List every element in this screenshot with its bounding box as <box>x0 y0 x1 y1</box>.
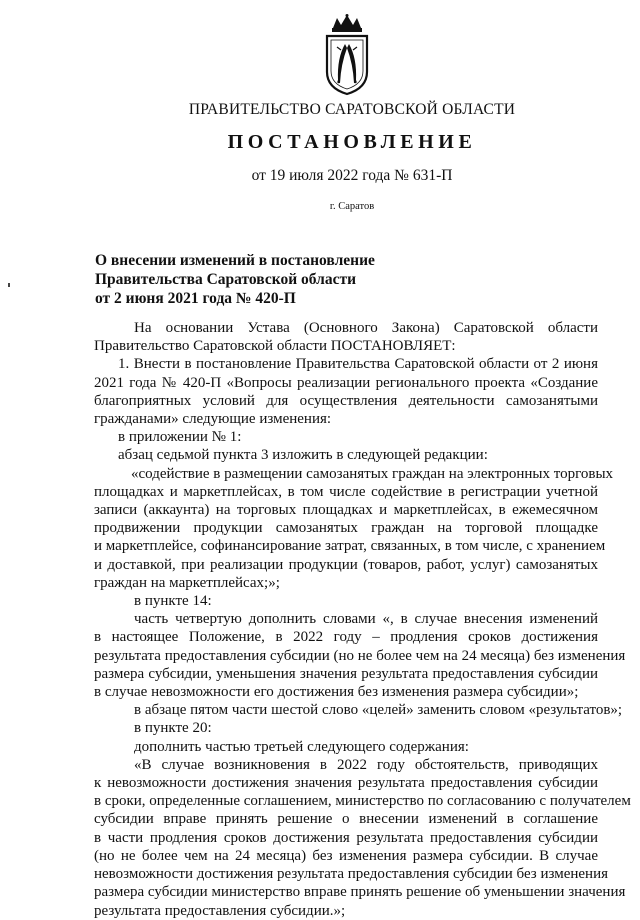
body-line: (но не более чем на 24 месяца) без изменения размера субсидии. В случае <box>94 847 598 864</box>
subject-line: О внесении изменений в постановление <box>95 252 375 269</box>
body-line: размера субсидии министерство вправе принять решение об уменьшении значения <box>94 884 626 901</box>
body-line: невозможности достижения результата предоставления субсидии без изменения <box>94 866 608 883</box>
body-line: абзац седьмой пункта 3 изложить в следующей редакции: <box>118 447 488 464</box>
body-line: часть четвертую дополнить словами «, в случае внесения изменений <box>134 611 598 628</box>
body-line: «содействие в размещении самозанятых граждан на электронных торговых <box>131 465 614 482</box>
body-line: и доставкой, при реализации продукции (товаров, работ, услуг) самозанятых <box>94 556 598 573</box>
subject-line: Правительства Саратовской области <box>95 271 356 288</box>
body-line: На основании Устава (Основного Закона) Саратовской области <box>134 320 598 336</box>
body-line: в пункте 14: <box>134 593 212 610</box>
scan-mark <box>8 283 10 287</box>
body-line: 2021 года № 420-П «Вопросы реализации регионального проекта «Создание <box>94 374 598 391</box>
document-subject <box>95 251 375 308</box>
body-line: в абзаце пятом части шестой слово «целей» заменить словом «результатов»; <box>134 702 623 719</box>
document-date-number: от 19 июля 2022 года № 631-П <box>251 167 453 184</box>
body-line: благоприятных условий для осуществления деятельности самозанятыми <box>94 392 598 409</box>
body-line: 1. Внести в постановление Правительства Саратовской области от 2 июня <box>118 356 598 373</box>
document-body <box>94 319 631 920</box>
body-line: «В случае возникновения в 2022 году обстоятельств, приводящих <box>134 756 598 773</box>
body-line: Правительство Саратовской области ПОСТАНОВЛЯЕТ: <box>94 338 456 355</box>
body-line: в настоящее Положение, в 2022 году – продления сроков достижения <box>94 629 598 646</box>
body-line: дополнить частью третьей следующего содержания: <box>134 738 469 755</box>
body-line: гражданами» следующие изменения: <box>94 411 332 428</box>
body-line: записи (аккаунта) на торговых площадках и маркетплейсах, в ежемесячном <box>94 502 598 519</box>
body-line: результата предоставления субсидии (но не более чем на 24 месяца) без изменения <box>94 647 626 664</box>
body-line: к невозможности достижения значения результата предоставления субсидии <box>94 775 598 792</box>
body-line: продвижении продукции самозанятых граждан на торговой площадке <box>94 520 598 537</box>
body-line: граждан на маркетплейсах;»; <box>94 574 280 591</box>
saratov-coat-of-arms-icon <box>319 14 375 96</box>
body-line: в пункте 20: <box>134 720 212 737</box>
body-line: и маркетплейсе, софинансирование затрат, связанных, в том числе, с хранением <box>94 538 606 555</box>
body-line: площадках и маркетплейсах, в том числе содействие в регистрации учетной <box>94 483 598 500</box>
body-line: размера субсидии, уменьшения значения результата предоставления субсидии <box>94 665 598 682</box>
document-type-heading: ПОСТАНОВЛЕНИЕ <box>227 131 477 153</box>
subject-line: от 2 июня 2021 года № 420-П <box>95 290 296 307</box>
body-line: в случае невозможности его достижения без изменения размера субсидии»; <box>94 684 579 701</box>
organization-title: ПРАВИТЕЛЬСТВО САРАТОВСКОЙ ОБЛАСТИ <box>188 101 516 118</box>
document-city: г. Саратов <box>329 201 375 212</box>
body-line: в сроки, определенные соглашением, министерство по согласованию с получателем <box>94 793 631 810</box>
body-line: субсидии вправе принять решение о внесении изменений в соглашение <box>94 811 598 828</box>
body-line: в приложении № 1: <box>118 429 242 446</box>
body-line: результата предоставления субсидии.»; <box>94 902 346 919</box>
body-line: в части продления сроков достижения результата предоставления субсидии <box>94 829 598 846</box>
